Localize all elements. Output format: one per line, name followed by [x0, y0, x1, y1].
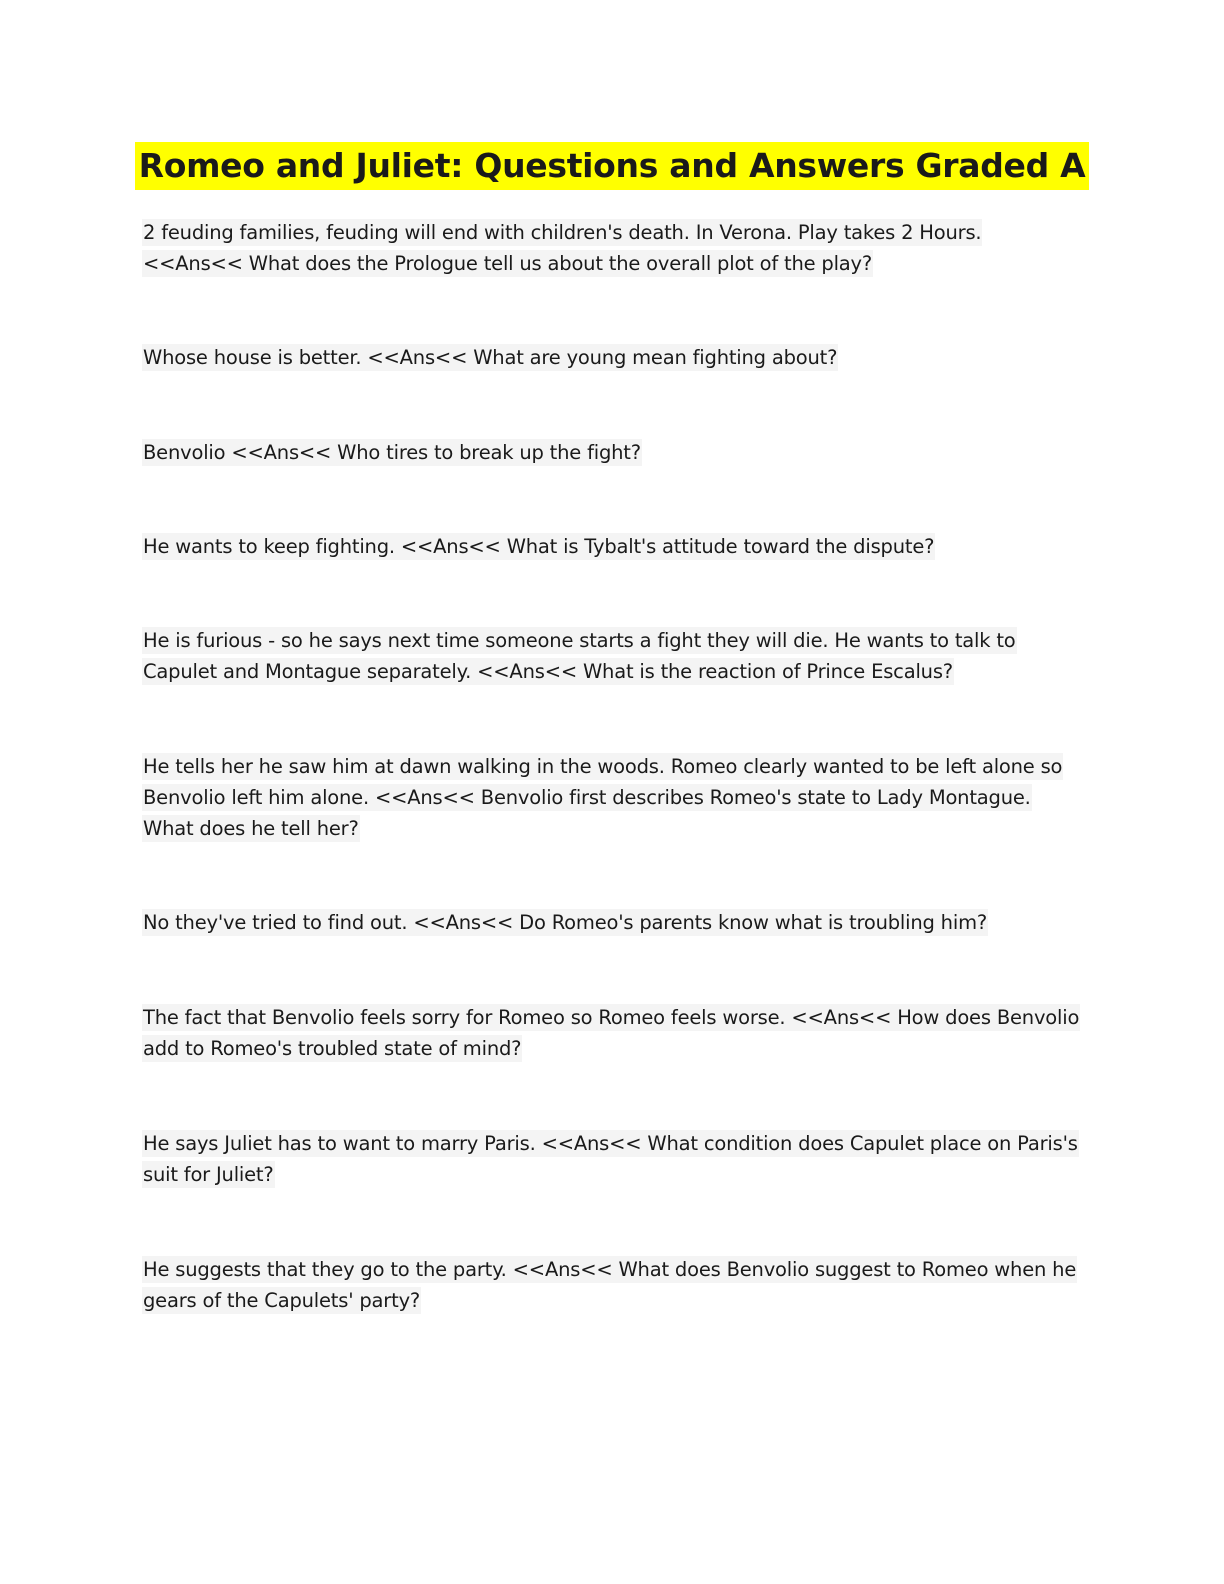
- qa-entry-text: The fact that Benvolio feels sorry for Romeo so Romeo feels worse. <<Ans<< How does Benvolio add to Romeo's troubled state of mind?: [143, 1006, 1080, 1060]
- qa-entry-7: [142, 907, 1082, 938]
- qa-entry-text: He wants to keep fighting. <<Ans<< What is Tybalt's attitude toward the dispute?: [143, 535, 935, 558]
- title-container: [0, 142, 1224, 190]
- qa-entry-1: [142, 217, 1082, 279]
- qa-entry-3: [142, 437, 1082, 468]
- qa-entry-4: [142, 531, 1082, 562]
- qa-entry-10: [142, 1254, 1082, 1316]
- qa-entry-8: [142, 1002, 1082, 1064]
- qa-entry-9: [142, 1128, 1082, 1190]
- qa-entry-text: He is furious - so he says next time someone starts a fight they will die. He wants to talk to Capulet and Montague separately. <<Ans<< What is the reaction of Prince Escalus?: [143, 629, 1016, 683]
- qa-entry-text: He says Juliet has to want to marry Paris. <<Ans<< What condition does Capulet place on Paris's suit for Juliet?: [143, 1132, 1078, 1186]
- qa-entry-text: He suggests that they go to the party. <<Ans<< What does Benvolio suggest to Romeo when he gears of the Capulets' party?: [143, 1258, 1077, 1312]
- qa-entry-text: 2 feuding families, feuding will end with children's death. In Verona. Play takes 2 Hours. <<Ans<< What does the Prologue tell us about the overall plot of the play?: [143, 221, 982, 275]
- qa-entry-5: [142, 625, 1082, 687]
- document-title: Romeo and Juliet: Questions and Answers Graded A: [135, 142, 1090, 190]
- qa-entry-text: No they've tried to find out. <<Ans<< Do Romeo's parents know what is troubling him?: [143, 911, 988, 934]
- qa-entry-text: Whose house is better. <<Ans<< What are young mean fighting about?: [143, 346, 838, 369]
- qa-entry-text: Benvolio <<Ans<< Who tires to break up the fight?: [143, 441, 641, 464]
- qa-entry-text: He tells her he saw him at dawn walking in the woods. Romeo clearly wanted to be left alone so Benvolio left him alone. <<Ans<< Benvolio first describes Romeo's state to Lady Montague. What does he tell her?: [143, 755, 1063, 840]
- qa-entry-2: [142, 342, 1082, 373]
- qa-entry-6: [142, 751, 1082, 844]
